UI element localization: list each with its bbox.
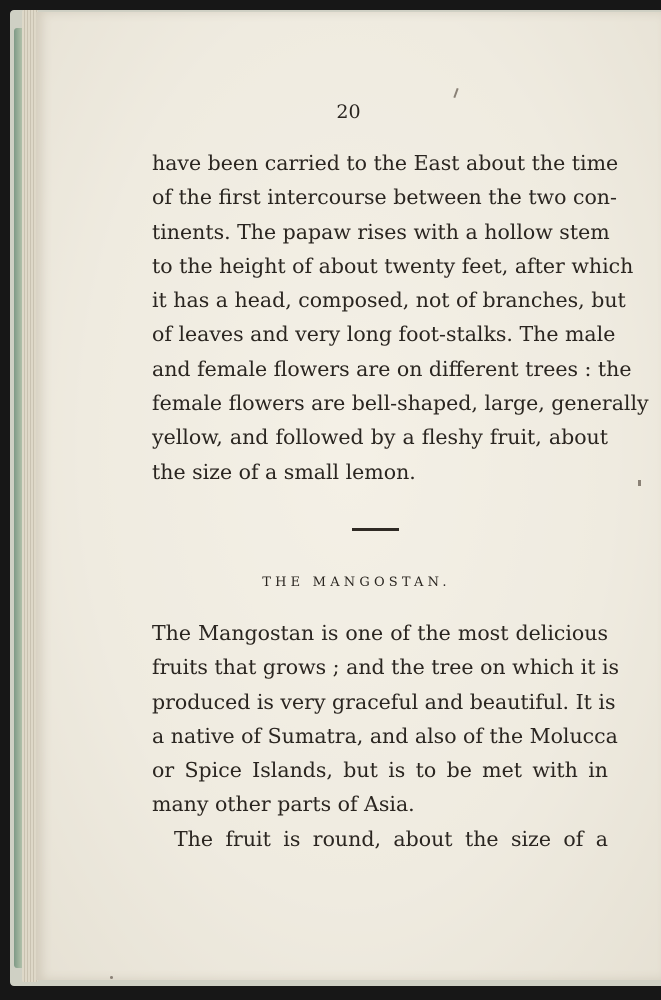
text-line: to the height of about twenty feet, after which: [152, 253, 634, 278]
text-line: of leaves and very long foot-stalks. The male: [152, 322, 616, 347]
paper-speck: [453, 88, 458, 98]
text-line: female flowers are bell-shaped, large, generally: [152, 391, 649, 416]
page-number: 20: [336, 101, 361, 123]
section-divider: [352, 528, 399, 531]
text-line: or Spice Islands, but is to be met with in: [152, 758, 608, 783]
text-line: yellow, and followed by a fleshy fruit, about: [152, 425, 608, 450]
section-heading: THE MANGOSTAN.: [262, 575, 451, 590]
text-line: a native of Sumatra, and also of the Molucca: [152, 723, 618, 748]
paper-speck: [638, 480, 641, 486]
book-page: [36, 12, 661, 980]
fruit-paragraph-start: [174, 822, 608, 856]
text-line: fruits that grows ; and the tree on which it is: [152, 655, 620, 680]
text-line: have been carried to the East about the time: [152, 151, 619, 175]
mangostan-paragraph: [152, 616, 620, 822]
paper-speck: [110, 976, 113, 979]
text-line: The fruit is round, about the size of a: [174, 827, 608, 851]
text-line: tinents. The papaw rises with a hollow stem: [152, 219, 610, 244]
text-line: of the first intercourse between the two con-: [152, 185, 617, 210]
text-line: the size of a small lemon.: [152, 459, 416, 484]
continued-paragraph: [152, 146, 649, 489]
text-line: many other parts of Asia.: [152, 792, 415, 817]
text-line: and female flowers are on different trees : the: [152, 356, 632, 381]
text-line: it has a head, composed, not of branches, but: [152, 288, 626, 313]
text-line: The Mangostan is one of the most delicious: [152, 621, 608, 645]
text-line: produced is very graceful and beautiful. It is: [152, 689, 616, 714]
